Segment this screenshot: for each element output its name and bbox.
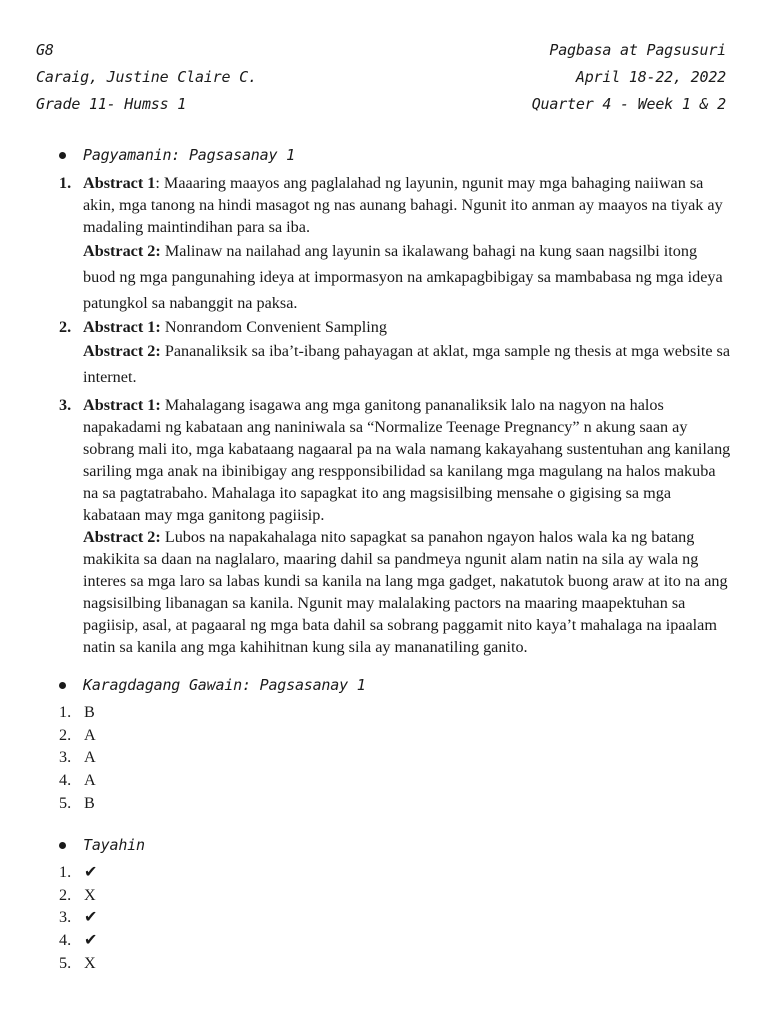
- section-heading-pagyamanin: [59, 146, 295, 164]
- item-number: 3.: [59, 396, 72, 414]
- abstract-text: : Maaaring maayos ang paglalahad ng layunin, ngunit may mga bahaging naiiwan sa akin, mga tanong na hindi masagot ng nas aunang bahagi. Ngunit ito anman ay maayos na tiyak ay madaling maintindihan para sa iba.: [83, 174, 723, 236]
- answer-value: B: [84, 793, 95, 812]
- list-item: [59, 172, 731, 316]
- answer-row: [59, 906, 98, 929]
- abstract-label: Abstract 1: [83, 174, 156, 192]
- header-row-3: [36, 90, 726, 117]
- list-item: [59, 316, 731, 390]
- answer-value: A: [84, 771, 96, 790]
- answer-row: [59, 951, 98, 974]
- abstract-text: Lubos na napakahalaga nito sapagkat sa panahon ngayon halos wala ka ng batang makikita sa daan na naglalaro, maaring dahil sa pandmeya ngunit alam natin na sila ay wala ng interes sa mga laro sa labas kundi sa kanila na lang mga gadget, nakatutok buong araw at ito na ang nagsisilbing libanagan sa kanila. Ngunit may malalaking pactors na maaring maapektuhan sa pagiisip, asal, at pagaaral ng mga bata dahil sa sobrang paggamit nito kaya’t mahalaga na ipaalam natin sa kanila ang mga kahihitnan kung sila ay mananatiling ganito.: [83, 528, 728, 656]
- answer-number: 2.: [59, 885, 72, 904]
- bullet-icon: [59, 842, 66, 849]
- bullet-icon: [59, 682, 66, 689]
- section-title: Pagyamanin: Pagsasanay 1: [83, 146, 295, 164]
- answer-row: [59, 791, 96, 814]
- bullet-icon: [59, 152, 66, 159]
- answer-number: 4.: [59, 771, 72, 790]
- abstract-text: Pananaliksik sa iba’t-ibang pahayagan at aklat, mga sample ng thesis at mga website sa internet.: [83, 342, 731, 386]
- check-mark-icon: ✔: [84, 908, 98, 927]
- answer-number: 4.: [59, 931, 72, 950]
- answer-row: [59, 929, 98, 952]
- abstract-2-paragraph: [83, 238, 731, 316]
- answer-value: A: [84, 748, 96, 767]
- list-item: [59, 394, 731, 658]
- header-quarter-week: Quarter 4 - Week 1 & 2: [531, 94, 726, 113]
- answer-value: B: [84, 703, 95, 722]
- abstract-1-paragraph: [83, 394, 731, 526]
- section-title: Karagdagang Gawain: Pagsasanay 1: [83, 676, 366, 694]
- document-header: [36, 36, 726, 117]
- karagdagang-answers: [59, 701, 96, 814]
- answer-number: 5.: [59, 793, 72, 812]
- answer-row: [59, 861, 98, 884]
- answer-value: A: [84, 725, 96, 744]
- abstract-1-paragraph: [83, 316, 731, 338]
- abstract-2-paragraph: [83, 526, 731, 658]
- answer-number: 1.: [59, 863, 72, 882]
- section-title: Tayahin: [83, 836, 145, 854]
- abstract-text: Malinaw na nailahad ang layunin sa ikalawang bahagi na kung saan nagsilbi itong buod ng mga pangunahing ideya at impormasyon na amkapagbibigay sa mambabasa ng mga ideya patungkol sa nabanggit na paksa.: [83, 242, 723, 312]
- abstract-label: Abstract 2:: [83, 342, 161, 360]
- abstract-label: Abstract 2:: [83, 242, 161, 260]
- abstract-label: Abstract 1:: [83, 318, 161, 336]
- tayahin-answers: [59, 861, 98, 974]
- abstract-list: [59, 172, 731, 658]
- header-subject: Pagbasa at Pagsusuri: [549, 40, 726, 59]
- item-number: 2.: [59, 318, 72, 336]
- answer-number: 1.: [59, 703, 72, 722]
- answer-number: 5.: [59, 953, 72, 972]
- abstract-label: Abstract 2:: [83, 528, 161, 546]
- answer-number: 2.: [59, 725, 72, 744]
- answer-value: X: [84, 885, 96, 904]
- answer-row: [59, 769, 96, 792]
- answer-number: 3.: [59, 908, 72, 927]
- answer-row: [59, 884, 98, 907]
- header-row-1: [36, 36, 726, 63]
- abstract-1-paragraph: [83, 172, 731, 238]
- abstract-text: Nonrandom Convenient Sampling: [160, 318, 387, 336]
- answer-row: [59, 746, 96, 769]
- header-grade-strand: Grade 11- Humss 1: [36, 94, 187, 113]
- abstract-2-paragraph: [83, 338, 731, 390]
- item-number: 1.: [59, 174, 72, 192]
- header-date: April 18-22, 2022: [575, 67, 726, 86]
- header-row-2: [36, 63, 726, 90]
- answer-row: [59, 701, 96, 724]
- header-student-name: Caraig, Justine Claire C.: [36, 67, 257, 86]
- check-mark-icon: ✔: [84, 863, 98, 882]
- answer-value: X: [84, 953, 96, 972]
- answer-row: [59, 724, 96, 747]
- section-heading-karagdagang-gawain: [59, 676, 366, 694]
- abstract-text: Mahalagang isagawa ang mga ganitong pananaliksik lalo na nagyon na halos napakadami ng kabataan ang naniniwala sa “Normalize Teenage Pregnancy” n akung saan ay sobrang mali ito, mga kabataang nagaaral pa na wala namang kakayahang sustentuhan ang kanilang sariling mga anak na ibinibigay ang respponsibilidad sa kanilang mga magulang na halos makuba na sa pagtatrabaho. Mahalaga ito sapagkat ito ang magsisilbing mensahe o gigising sa mga kabataan may mga ganitong pagiisip.: [83, 396, 731, 524]
- header-section-code: G8: [36, 40, 54, 59]
- check-mark-icon: ✔: [84, 931, 98, 950]
- answer-number: 3.: [59, 748, 72, 767]
- abstract-label: Abstract 1:: [83, 396, 161, 414]
- section-heading-tayahin: [59, 836, 145, 854]
